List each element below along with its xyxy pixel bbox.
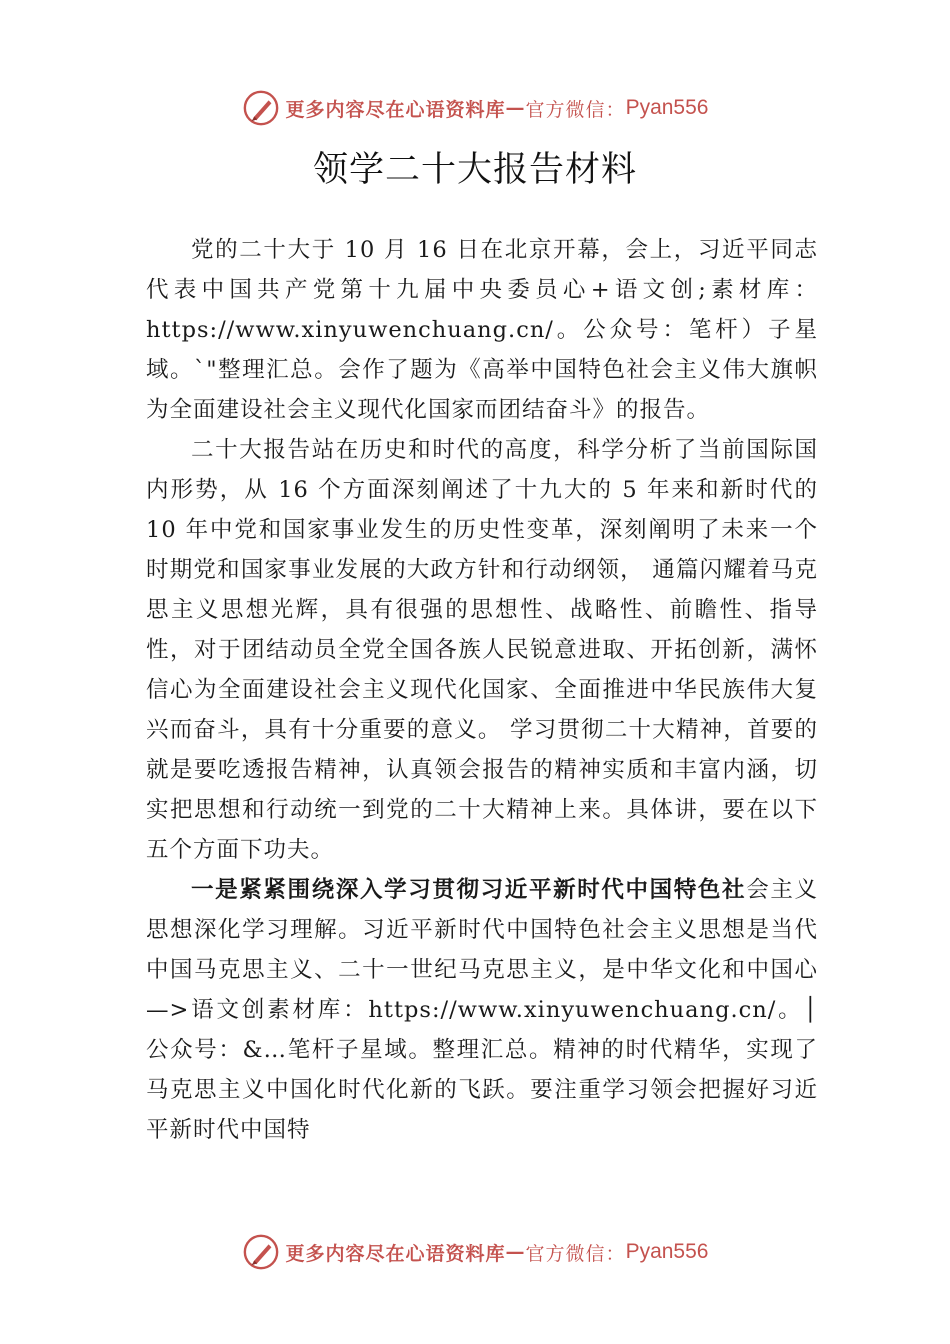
watermark-header [0, 88, 950, 128]
document-title: 领学二十大报告材料 [312, 150, 637, 190]
pen-logo-icon [242, 89, 280, 127]
watermark-wechat-id: Pyan556 [625, 96, 709, 119]
watermark-footer [0, 1232, 950, 1272]
watermark-wechat-label: 官方微信： [525, 1242, 626, 1265]
paragraph-2: 二十大报告站在历史和时代的高度，科学分析了当前国际国内形势，从 16 个方面深刻阐述了十九大的 5 年来和新时代的 10 年中党和国家事业发生的历史性变革，深刻阐明了未来一个时期党和国家事业发展的大政方针和行动纲领， 通篇闪耀着马克思主义思想光辉，具有很强的思想性、战略性、前瞻性、指导性，对于团结动员全党全国各族人民锐意进取、开拓创新，满怀信心为全面建设社会主义现代化国家、全面推进中华民族伟大复兴而奋斗，具有十分重要的意义。 学习贯彻二十大精神，首要的就是要吃透报告精神，认真领会报告的精神实质和丰富内涵，切实把思想和行动统一到党的二十大精神上来。具体讲，要在以下五个方面下功夫。 [146, 437, 818, 863]
watermark-wechat-id: Pyan556 [625, 1240, 709, 1263]
watermark-text: 更多内容尽在心语资料库 [285, 1242, 506, 1265]
watermark-wechat-label: 官方微信： [525, 98, 626, 121]
pen-logo-icon [242, 1233, 280, 1271]
watermark-text: 更多内容尽在心语资料库 [285, 98, 506, 121]
paragraph-1: 党的二十大于 10 月 16 日在北京开幕，会上，习近平同志代表中国共产党第十九届中央委员心+语文创;素材库：https://www.xinyuwenchuang.cn/。公众号：笔杆）子星域。`"整理汇总。会作了题为《高举中国特色社会主义伟大旗帜 为全面建设社会主义现代化国家而团结奋斗》的报告。 [146, 237, 818, 423]
document-body [146, 230, 818, 1150]
watermark-dash: — [505, 1241, 526, 1263]
watermark-dash: — [505, 97, 526, 119]
paragraph-3 [146, 870, 818, 1150]
paragraph-3-heading: 一是紧紧围绕深入学习贯彻习近平新时代中国特色社 [191, 877, 747, 903]
paragraph-3-text: 会主义思想深化学习理解。习近平新时代中国特色社会主义思想是当代中国马克思主义、二十一世纪马克思主义，是中华文化和中国心—>语文创素材库：https://www.xinyuwenchuang.cn/。│公众号：&…笔杆子星域。整理汇总。精神的时代精华，实现了马克思主义中国化时代化新的飞跃。要注重学习领会把握好习近平新时代中国特 [146, 877, 818, 1143]
